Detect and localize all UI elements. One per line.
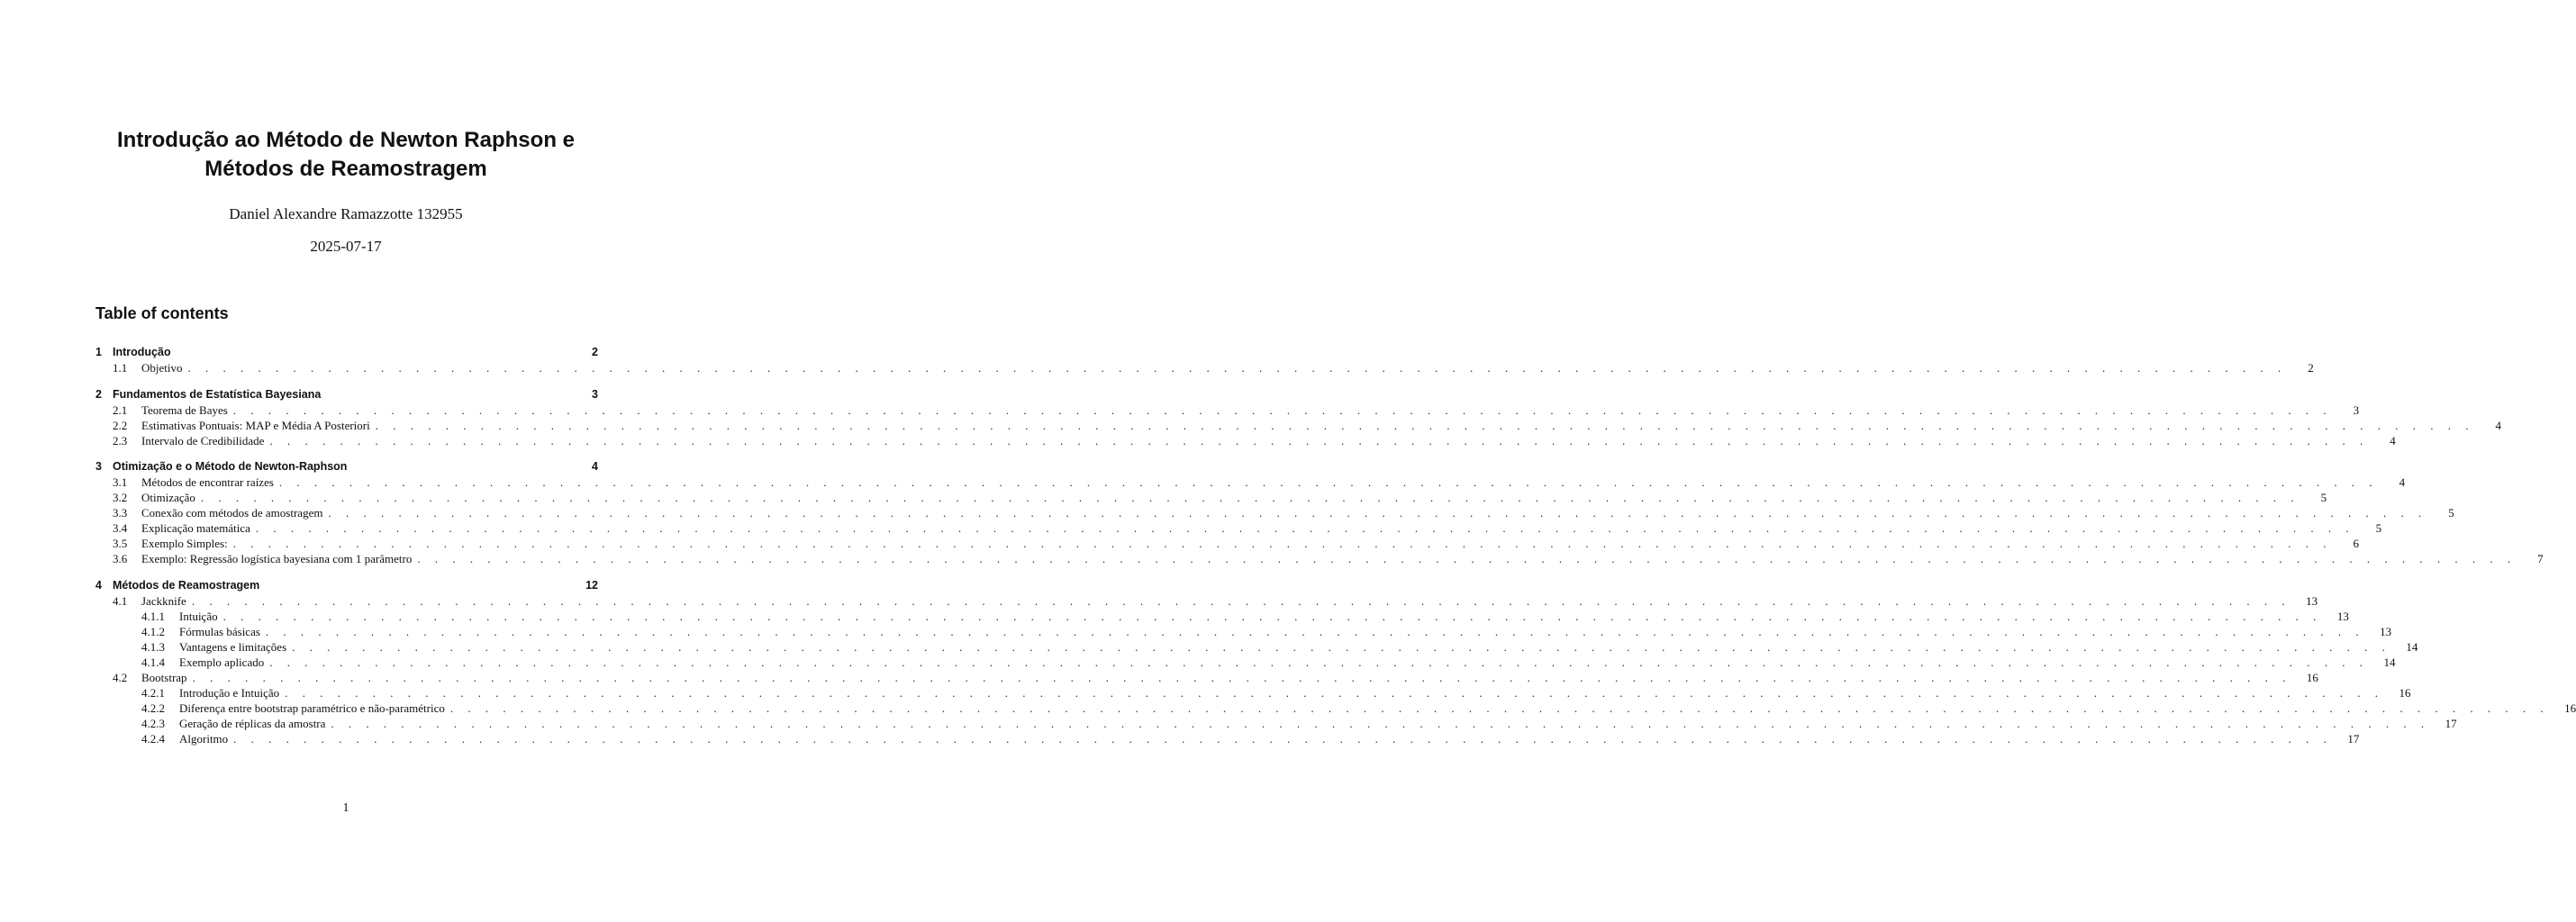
toc-section-group [95,578,2576,746]
toc-entry-number: 3.1 [113,475,128,489]
toc-entry-title: Vantagens e limitações [179,639,287,654]
toc-entry[interactable] [95,490,2327,505]
toc-entry-page: 4 [2390,433,2396,447]
toc-section-group [95,459,2544,566]
toc-dot-leader: . . . . . . . . . . . . . . . . . . . . . . . . . . . . . . . . . . . . . . . . . . . . . . . . . . . . . . . . . . . . . . . . . . . . . . . . . . . . . . . . . . . . . . . . . . . . . . . . . . . . . . . . . . . . . . . . . . . . . . . . [187,361,2287,375]
page-number: 1 [342,801,349,815]
toc-entry-page: 4 [2399,475,2406,489]
toc-entry[interactable] [95,624,2392,639]
toc-entry-number: 4.1.4 [141,655,165,669]
toc-entry-title: Introdução e Intuição [179,685,280,700]
toc-entry-page: 5 [2375,521,2382,535]
toc-entry-number: 4.2.2 [141,701,165,715]
toc-entry-title: Objetivo [141,361,183,375]
toc-entry-page: 13 [2306,593,2318,608]
toc-entry-page: 14 [2383,655,2396,669]
toc-entry-title: Exemplo aplicado [179,655,265,669]
toc-entry[interactable] [95,402,2360,418]
toc-entry-title: Explicação matemática [141,521,250,535]
date: 2025-07-17 [310,238,382,255]
toc-entry-page: 13 [2380,624,2392,638]
toc-dot-leader: . . . . . . . . . . . . . . . . . . . . . . . . . . . . . . . . . . . . . . . . . . . . . . . . . . . . . . . . . . . . . . . . . . . . . . . . . . . . . . . . . . . . . . . . . . . . . . . . . . . . . . . . . . . . . . . . . . . . . . . . [255,521,2355,535]
toc-dot-leader: . . . . . . . . . . . . . . . . . . . . . . . . . . . . . . . . . . . . . . . . . . . . . . . . . . . . . . . . . . . . . . . . . . . . . . . . . . . . . . . . . . . . . . . . . . . . . . . . . . . . . . . . . . . . . . . . . . . . . . . . [265,624,2365,638]
toc-entry-title: Fundamentos de Estatística Bayesiana [113,387,322,401]
toc-entry-title: Teorema de Bayes [141,402,228,417]
toc-entry[interactable] [95,639,2418,655]
toc-entry-page: 2 [2308,361,2314,375]
toc-entry-number: 1.1 [113,361,128,375]
toc-entry-page: 16 [2564,701,2576,715]
toc-entry-page: 3 [592,387,598,401]
toc-entry-title: Jackknife [141,593,186,608]
toc-section-entry[interactable] [95,345,598,360]
toc-dot-leader: . . . . . . . . . . . . . . . . . . . . . . . . . . . . . . . . . . . . . . . . . . . . . . . . . . . . . . . . . . . . . . . . . . . . . . . . . . . . . . . . . . . . . . . . . . . . . . . . . . . . . . . . . . . . . . . . . . . . . . . . [331,716,2430,730]
toc-entry-number: 4.1.1 [141,609,165,623]
toc-entry[interactable] [95,433,2396,448]
toc-entry-title: Otimização e o Método de Newton-Raphson [113,460,348,473]
toc-entry-number: 3.4 [113,521,128,535]
title-line-2: Métodos de Reamostragem [204,157,487,181]
toc-entry-number: 2 [95,387,102,401]
toc-entry[interactable] [95,536,2359,551]
toc-dot-leader: . . . . . . . . . . . . . . . . . . . . . . . . . . . . . . . . . . . . . . . . . . . . . . . . . . . . . . . . . . . . . . . . . . . . . . . . . . . . . . . . . . . . . . . . . . . . . . . . . . . . . . . . . . . . . . . . . . . . . . . . [191,593,2291,608]
toc-entry-number: 4.2 [113,670,128,684]
toc-entry[interactable] [95,716,2457,731]
toc-entry-title: Conexão com métodos de amostragem [141,506,323,520]
toc-entry-page: 12 [585,578,598,592]
toc-section-group [95,387,2501,448]
toc-entry-title: Métodos de encontrar raízes [141,475,274,489]
toc-entry-page: 16 [2306,670,2318,684]
toc-entry-title: Algoritmo [179,731,229,746]
toc-dot-leader: . . . . . . . . . . . . . . . . . . . . . . . . . . . . . . . . . . . . . . . . . . . . . . . . . . . . . . . . . . . . . . . . . . . . . . . . . . . . . . . . . . . . . . . . . . . . . . . . . . . . . . . . . . . . . . . . . . . . . . . . [417,552,2517,565]
toc-entry-page: 14 [2406,639,2418,654]
toc-entry[interactable] [95,520,2382,536]
toc-entry-page: 7 [2537,552,2544,565]
toc-dot-leader: . . . . . . . . . . . . . . . . . . . . . . . . . . . . . . . . . . . . . . . . . . . . . . . . . . . . . . . . . . . . . . . . . . . . . . . . . . . . . . . . . . . . . . . . . . . . . . . . . . . . . . . . . . . . . . . . . . . . . . . . [328,506,2427,520]
toc-section-entry[interactable] [95,387,598,402]
toc-dot-leader: . . . . . . . . . . . . . . . . . . . . . . . . . . . . . . . . . . . . . . . . . . . . . . . . . . . . . . . . . . . . . . . . . . . . . . . . . . . . . . . . . . . . . . . . . . . . . . . . . . . . . . . . . . . . . . . . . . . . . . . . [269,655,2369,669]
toc-entry-title: Intervalo de Credibilidade [141,433,265,447]
toc-dot-leader: . . . . . . . . . . . . . . . . . . . . . . . . . . . . . . . . . . . . . . . . . . . . . . . . . . . . . . . . . . . . . . . . . . . . . . . . . . . . . . . . . . . . . . . . . . . . . . . . . . . . . . . . . . . . . . . . . . . . . . . . [192,670,2291,684]
toc-entry-title: Introdução [113,346,171,358]
toc-entry-page: 5 [2448,506,2454,520]
toc-entry-page: 4 [592,460,598,473]
toc-entry-number: 4.1.2 [141,624,165,638]
toc-entry[interactable] [95,655,2396,670]
toc-entry-title: Otimização [141,491,195,504]
toc-entry-page: 13 [2336,609,2349,623]
toc-entry-page: 17 [2444,716,2457,730]
toc-entry-page: 17 [2347,731,2360,746]
title-line-1: Introdução ao Método de Newton Raphson e [116,128,575,152]
toc-dot-leader: . . . . . . . . . . . . . . . . . . . . . . . . . . . . . . . . . . . . . . . . . . . . . . . . . . . . . . . . . . . . . . . . . . . . . . . . . . . . . . . . . . . . . . . . . . . . . . . . . . . . . . . . . . . . . . . . . . . . . . . . [269,433,2369,447]
toc-entry-title: Geração de réplicas da amostra [179,716,326,730]
toc-entry-page: 2 [592,346,598,358]
toc-entry-number: 3.5 [113,537,128,550]
toc-entry-number: 4.1.3 [141,639,165,654]
toc-entry-page: 3 [2353,402,2360,417]
document-title [54,126,638,184]
toc-entry-title: Fórmulas básicas [179,624,260,638]
toc-entry[interactable] [95,685,2411,701]
toc-entry-number: 3.2 [113,491,128,504]
toc-dot-leader: . . . . . . . . . . . . . . . . . . . . . . . . . . . . . . . . . . . . . . . . . . . . . . . . . . . . . . . . . . . . . . . . . . . . . . . . . . . . . . . . . . . . . . . . . . . . . . . . . . . . . . . . . . . . . . . . . . . . . . . . [233,731,2333,746]
toc-entry-title: Diferença entre bootstrap paramétrico e não-paramétrico [179,701,445,715]
toc-entry-number: 2.1 [113,402,128,417]
toc-section-entry[interactable] [95,459,598,475]
toc-dot-leader: . . . . . . . . . . . . . . . . . . . . . . . . . . . . . . . . . . . . . . . . . . . . . . . . . . . . . . . . . . . . . . . . . . . . . . . . . . . . . . . . . . . . . . . . . . . . . . . . . . . . . . . . . . . . . . . . . . . . . . . . [232,537,2332,550]
toc-dot-leader: . . . . . . . . . . . . . . . . . . . . . . . . . . . . . . . . . . . . . . . . . . . . . . . . . . . . . . . . . . . . . . . . . . . . . . . . . . . . . . . . . . . . . . . . . . . . . . . . . . . . . . . . . . . . . . . . . . . . . . . . [285,685,2384,700]
toc-entry-number: 4.2.4 [141,731,165,746]
toc-entry[interactable] [95,551,2544,566]
toc-entry-page: 16 [2399,685,2411,700]
toc-entry-title: Exemplo Simples: [141,537,228,550]
toc-entry-title: Intuição [179,609,218,623]
toc-entry-page: 5 [2320,491,2327,504]
toc-entry-title: Exemplo: Regressão logística bayesiana com 1 parâmetro [141,552,413,565]
toc-dot-leader: . . . . . . . . . . . . . . . . . . . . . . . . . . . . . . . . . . . . . . . . . . . . . . . . . . . . . . . . . . . . . . . . . . . . . . . . . . . . . . . . . . . . . . . . . . . . . . . . . . . . . . . . . . . . . . . . . . . . . . . . [292,639,2391,654]
toc-entry-title: Bootstrap [141,670,187,684]
toc-section-group [95,345,2314,375]
toc-entry[interactable] [95,701,2576,716]
toc-entry-title: Métodos de Reamostragem [113,578,260,592]
toc-entry-number: 1 [95,346,102,358]
toc-entry[interactable] [95,731,2360,746]
toc-entry-number: 3.6 [113,552,128,565]
table-of-contents [95,345,2576,757]
toc-entry-number: 4.2.1 [141,685,165,700]
toc-entry-page: 6 [2353,537,2359,550]
toc-dot-leader: . . . . . . . . . . . . . . . . . . . . . . . . . . . . . . . . . . . . . . . . . . . . . . . . . . . . . . . . . . . . . . . . . . . . . . . . . . . . . . . . . . . . . . . . . . . . . . . . . . . . . . . . . . . . . . . . . . . . . . . . [449,701,2550,715]
toc-entry-title: Estimativas Pontuais: MAP e Média A Posteriori [141,418,370,432]
toc-entry-number: 4.2.3 [141,716,165,730]
toc-dot-leader: . . . . . . . . . . . . . . . . . . . . . . . . . . . . . . . . . . . . . . . . . . . . . . . . . . . . . . . . . . . . . . . . . . . . . . . . . . . . . . . . . . . . . . . . . . . . . . . . . . . . . . . . . . . . . . . . . . . . . . . . [375,418,2474,432]
toc-entry-number: 2.2 [113,418,128,432]
toc-entry[interactable] [95,670,2318,685]
toc-entry-number: 4 [95,578,102,592]
toc-entry-number: 4.1 [113,593,128,608]
toc-entry[interactable] [95,505,2454,520]
toc-heading: Table of contents [95,304,229,322]
toc-dot-leader: . . . . . . . . . . . . . . . . . . . . . . . . . . . . . . . . . . . . . . . . . . . . . . . . . . . . . . . . . . . . . . . . . . . . . . . . . . . . . . . . . . . . . . . . . . . . . . . . . . . . . . . . . . . . . . . . . . . . . . . . [232,402,2333,417]
toc-dot-leader: . . . . . . . . . . . . . . . . . . . . . . . . . . . . . . . . . . . . . . . . . . . . . . . . . . . . . . . . . . . . . . . . . . . . . . . . . . . . . . . . . . . . . . . . . . . . . . . . . . . . . . . . . . . . . . . . . . . . . . . . [200,491,2300,504]
toc-entry[interactable] [95,418,2501,433]
toc-section-entry[interactable] [95,578,598,593]
toc-entry-number: 3 [95,460,102,473]
toc-dot-leader: . . . . . . . . . . . . . . . . . . . . . . . . . . . . . . . . . . . . . . . . . . . . . . . . . . . . . . . . . . . . . . . . . . . . . . . . . . . . . . . . . . . . . . . . . . . . . . . . . . . . . . . . . . . . . . . . . . . . . . . . [278,475,2379,489]
toc-entry-number: 2.3 [113,433,128,447]
author: Daniel Alexandre Ramazzotte 132955 [229,205,463,222]
toc-entry[interactable] [95,593,2318,609]
toc-entry-page: 4 [2495,418,2501,432]
toc-entry-number: 3.3 [113,506,128,520]
toc-entry[interactable] [95,475,2406,490]
toc-entry[interactable] [95,609,2349,624]
toc-entry[interactable] [95,360,2314,375]
toc-dot-leader: . . . . . . . . . . . . . . . . . . . . . . . . . . . . . . . . . . . . . . . . . . . . . . . . . . . . . . . . . . . . . . . . . . . . . . . . . . . . . . . . . . . . . . . . . . . . . . . . . . . . . . . . . . . . . . . . . . . . . . . . [222,609,2322,623]
